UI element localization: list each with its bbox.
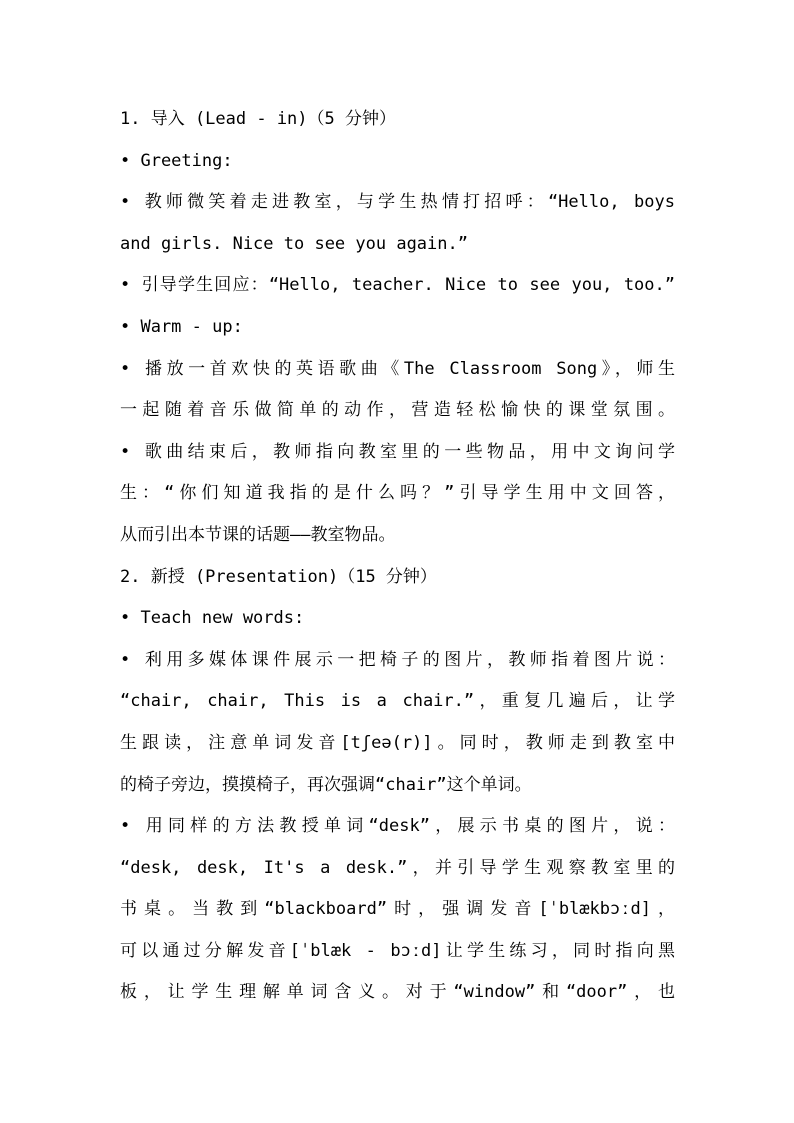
text-line: • 教师微笑着走进教室，与学生热情打招呼：“Hello, boys — [120, 192, 675, 213]
text-line: • Greeting: — [120, 150, 233, 171]
text-line: 可以通过分解发音[ˈblæk - bɔːd]让学生练习，同时指向黑 — [120, 940, 675, 961]
text-line: 2. 新授 (Presentation)（15 分钟） — [120, 566, 437, 587]
text-line: 的椅子旁边，摸摸椅子，再次强调“chair”这个单词。 — [120, 774, 532, 795]
text-line: 板，让学生理解单词含义。对于“window”和“door”，也 — [120, 982, 675, 1003]
text-line: • Warm - up: — [120, 316, 243, 337]
text-line: and girls. Nice to see you again.” — [120, 233, 468, 254]
text-line: • 利用多媒体课件展示一把椅子的图片，教师指着图片说： — [120, 649, 675, 670]
text-line: • 引导学生回应：“Hello, teacher. Nice to see you, too.” — [120, 275, 675, 296]
text-line: 生跟读，注意单词发音[tʃeə(r)]。同时，教师走到教室中 — [120, 732, 675, 753]
document-body — [120, 99, 675, 1014]
text-line: 1. 导入 (Lead - in)（5 分钟） — [120, 109, 396, 129]
text-line: 从而引出本节课的话题——教室物品。 — [120, 524, 396, 545]
text-line: • 歌曲结束后，教师指向教室里的一些物品，用中文询问学 — [120, 441, 675, 462]
text-line: “desk, desk, It's a desk.”，并引导学生观察教室里的 — [120, 857, 675, 878]
text-line: “chair, chair, This is a chair.”，重复几遍后，让学 — [120, 691, 675, 712]
text-line: • 播放一首欢快的英语歌曲《The Classroom Song》，师生 — [120, 358, 675, 379]
text-line: 书桌。当教到“blackboard”时，强调发音[ˈblækbɔːd]， — [120, 899, 675, 920]
text-line: 生：“你们知道我指的是什么吗？”引导学生用中文回答， — [120, 483, 675, 504]
text-line: 一起随着音乐做简单的动作，营造轻松愉快的课堂氛围。 — [120, 400, 675, 421]
text-line: • 用同样的方法教授单词“desk”，展示书桌的图片，说： — [120, 816, 675, 837]
text-line: • Teach new words: — [120, 608, 305, 629]
